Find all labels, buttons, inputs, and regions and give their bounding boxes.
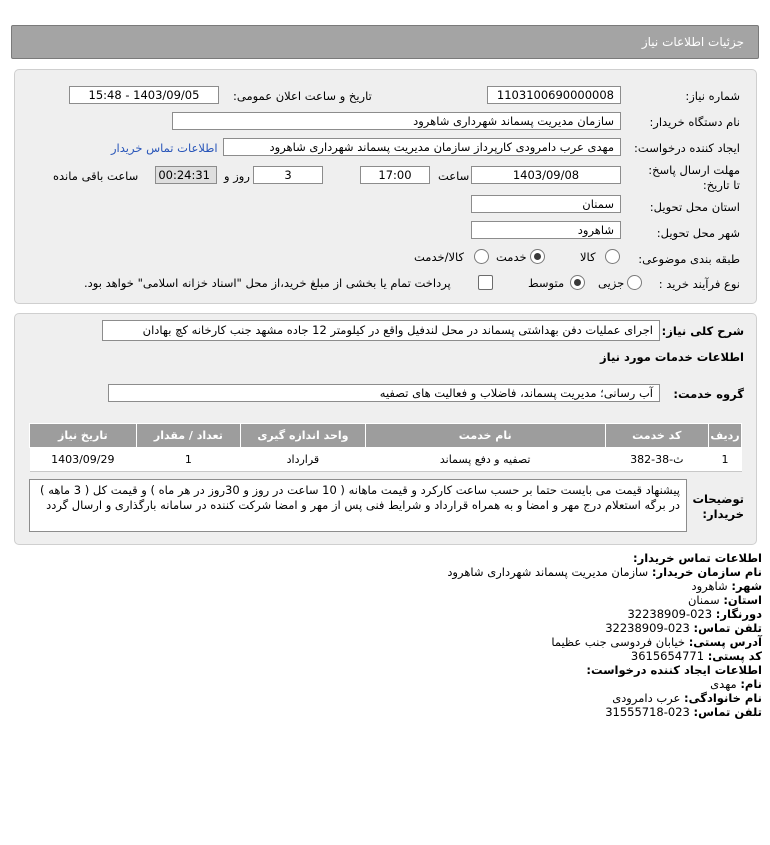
cell-row-number: 1: [708, 448, 741, 472]
buyer-notes-field: پیشنهاد قیمت می بایست حتما بر حسب ساعت کارکرد و قیمت ماهانه ( 10 ساعت در روز و 30روز در هر ماه ) و قیمت کل ( 3 ماهه ) در برگه استعلام درج مهر و امضا و به همراه قرارداد و شرایط فنی پس از مهر و امضا شرکت کننده در سامانه بارگذاری و ارسال گردد: [29, 479, 687, 532]
services-table: [29, 423, 742, 472]
general-desc-label: شرح کلی نیاز:: [661, 324, 744, 338]
contact-city: شاهرود: [691, 579, 728, 593]
province-label: استان محل تحویل:: [649, 200, 740, 214]
buyer-org-field: سازمان مدیریت پسماند شهرداری شاهرود: [172, 112, 621, 130]
contact-postal: 3615654771: [630, 649, 705, 663]
col-service-name: نام خدمت: [365, 424, 605, 448]
category-radio-goods-service[interactable]: [474, 249, 489, 264]
col-row-number: ردیف: [708, 424, 741, 448]
creator-title: اطلاعات ایجاد کننده درخواست:: [586, 663, 762, 677]
creator-phone-label: تلفن تماس:: [693, 705, 762, 719]
cell-service-name: تصفیه و دفع پسماند: [365, 448, 605, 472]
creator-family-label: نام خانوادگی:: [684, 691, 762, 705]
category-label: طبقه بندی موضوعی:: [638, 252, 740, 266]
page-header: [11, 25, 759, 59]
col-unit: واحد اندازه گیری: [241, 424, 366, 448]
process-option-medium: متوسط: [528, 276, 565, 290]
category-option-goods-service: کالا/خدمت: [414, 250, 465, 264]
category-option-service: خدمت: [496, 250, 527, 264]
general-desc-field: اجرای عملیات دفن بهداشتی پسماند در محل لندفیل واقع در کیلومتر 12 جاده مشهد جنب کارخانه کچ بهادان: [102, 320, 660, 341]
contact-phone: 023-32238909: [605, 621, 690, 635]
city-label: شهر محل تحویل:: [656, 226, 740, 240]
cell-unit: قرارداد: [241, 448, 366, 472]
deadline-date-field: 1403/09/08: [471, 166, 621, 184]
creator-phone: 023-31555718: [605, 705, 690, 719]
creator-name: مهدی: [710, 677, 737, 691]
buyer-contact-link[interactable]: اطلاعات تماس خریدار: [111, 141, 218, 155]
table-row: [30, 448, 742, 472]
process-radio-medium[interactable]: [570, 275, 585, 290]
contact-info: [12, 551, 762, 719]
buyer-notes-label: توضیحات خریدار:: [692, 492, 744, 521]
cell-need-date: 1403/09/29: [30, 448, 137, 472]
process-option-minor: جزیی: [598, 276, 625, 290]
category-radio-service[interactable]: [530, 249, 545, 264]
deadline-label: مهلت ارسال پاسخ: تا تاریخ:: [648, 163, 740, 192]
contact-org: سازمان مدیریت پسماند شهرداری شاهرود: [447, 565, 649, 579]
announce-date-label: تاریخ و ساعت اعلان عمومی:: [233, 89, 372, 103]
contact-title: اطلاعات تماس خریدار:: [632, 551, 762, 565]
service-group-label: گروه خدمت:: [673, 387, 744, 401]
contact-province-label: استان:: [723, 593, 762, 607]
category-radio-goods[interactable]: [605, 249, 620, 264]
need-number-field: 1103100690000008: [487, 86, 621, 104]
remaining-label: ساعت باقی مانده: [53, 169, 139, 183]
deadline-time-label: ساعت: [438, 169, 470, 183]
contact-address-label: آدرس پستی:: [688, 635, 762, 649]
page-title: جزئیات اطلاعات نیاز: [641, 35, 744, 49]
service-group-field: آب رسانی؛ مدیریت پسماند، فاضلاب و فعالیت های تصفیه: [108, 384, 660, 402]
contact-address: خیابان فردوسی جنب عظیما: [551, 635, 686, 649]
cell-quantity: 1: [136, 448, 240, 472]
category-option-goods: کالا: [580, 250, 596, 264]
remaining-time-field: 00:24:31: [155, 166, 217, 184]
announce-date-field: 1403/09/05 - 15:48: [69, 86, 219, 104]
treasury-payment-note: پرداخت تمام یا بخشی از مبلغ خرید،از محل "اسناد خزانه اسلامی" خواهد بود.: [84, 276, 451, 290]
process-label: نوع فرآیند خرید :: [658, 277, 740, 291]
contact-city-label: شهر:: [731, 579, 762, 593]
deadline-time-field: 17:00: [360, 166, 430, 184]
col-service-code: کد خدمت: [605, 424, 708, 448]
days-label: روز و: [224, 169, 250, 183]
contact-province: سمنان: [687, 593, 720, 607]
services-table-header: [30, 424, 742, 448]
creator-family: عرب دامرودی: [612, 691, 681, 705]
col-quantity: تعداد / مقدار: [136, 424, 240, 448]
province-field: سمنان: [471, 195, 621, 213]
creator-name-label: نام:: [740, 677, 762, 691]
contact-postal-label: کد پستی:: [707, 649, 762, 663]
contact-org-label: نام سازمان خریدار:: [651, 565, 762, 579]
cell-service-code: ث-38-382: [605, 448, 708, 472]
col-need-date: تاریخ نیاز: [30, 424, 137, 448]
contact-fax: 023-32238909: [627, 607, 713, 621]
remaining-days-field: 3: [253, 166, 323, 184]
contact-phone-label: تلفن تماس:: [693, 621, 762, 635]
need-number-label: شماره نیاز:: [685, 89, 740, 103]
buyer-org-label: نام دستگاه خریدار:: [649, 115, 740, 129]
services-section-title: اطلاعات خدمات مورد نیاز: [600, 350, 744, 364]
contact-fax-label: دورنگار:: [715, 607, 762, 621]
city-field: شاهرود: [471, 221, 621, 239]
requester-field: مهدی عرب دامرودی کارپرداز سازمان مدیریت پسماند شهرداری شاهرود: [223, 138, 621, 156]
requester-label: ایجاد کننده درخواست:: [634, 141, 740, 155]
treasury-payment-checkbox[interactable]: [478, 275, 493, 290]
process-radio-minor[interactable]: [627, 275, 642, 290]
